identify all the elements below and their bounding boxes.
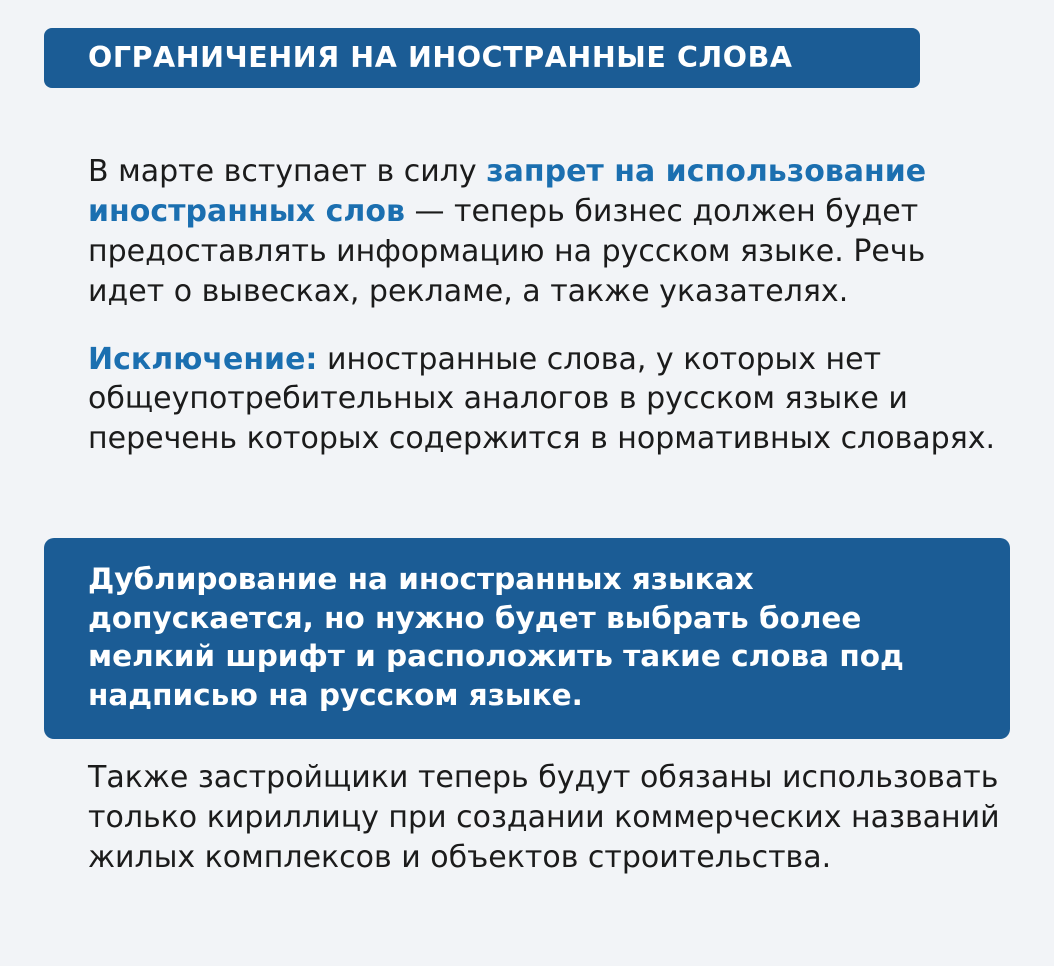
header-banner xyxy=(44,28,920,88)
body-content xyxy=(44,152,1010,459)
highlight-callout xyxy=(44,538,1010,739)
paragraph-intro xyxy=(44,152,1010,312)
exception-text: иностранные слова, у которых нет общеупотребительных аналогов в русском языке и перечень которых содержится в нормативных словарях. xyxy=(88,341,996,457)
footer-block xyxy=(44,758,1010,878)
callout-text: Дублирование на иностранных языках допускается, но нужно будет выбрать более мелкий шрифт и расположить такие слова под надписью на русском языке. xyxy=(88,562,904,712)
paragraph-spacer xyxy=(44,324,1010,340)
paragraph-exception xyxy=(44,340,1010,460)
page-title: ОГРАНИЧЕНИЯ НА ИНОСТРАННЫЕ СЛОВА xyxy=(88,40,793,74)
exception-label: Исключение: xyxy=(88,341,318,377)
paragraph-intro-rest: — теперь бизнес должен будет предоставлять информацию на русском языке. Речь идет о вывесках, рекламе, а также указателях. xyxy=(88,193,926,309)
footer-text: Также застройщики теперь будут обязаны использовать только кириллицу при создании коммерческих названий жилых комплексов и объектов строительства. xyxy=(88,760,1000,875)
paragraph-intro-lead: В марте вступает в силу xyxy=(88,154,487,189)
paragraph-intro-highlight: запрет на использование иностранных слов xyxy=(88,154,927,229)
